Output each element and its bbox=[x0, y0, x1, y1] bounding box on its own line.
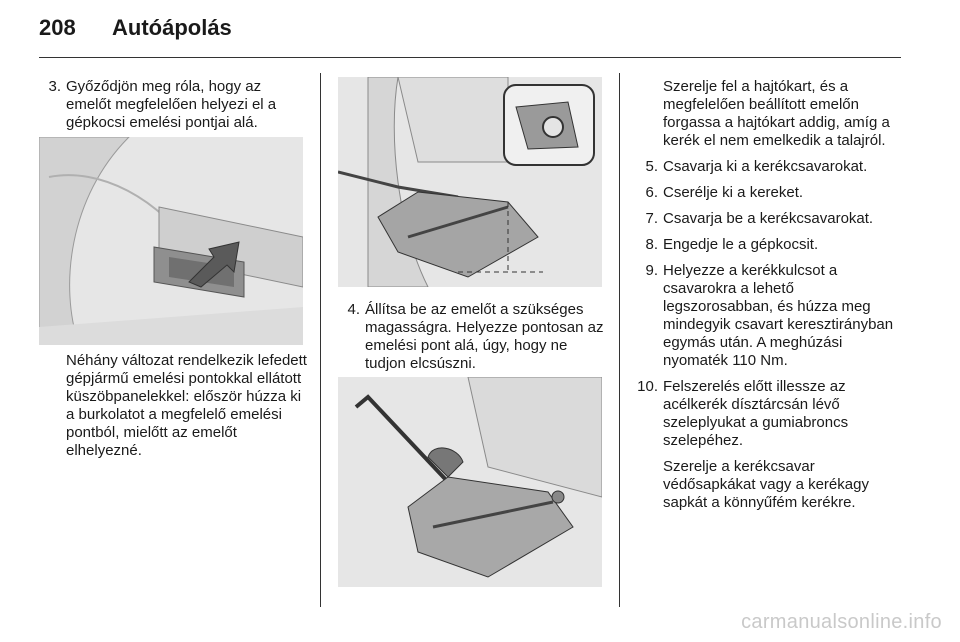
middle-column-step4 bbox=[338, 301, 606, 373]
page-header bbox=[0, 0, 960, 58]
step-number: 5. bbox=[645, 158, 658, 175]
step-5 bbox=[636, 158, 906, 176]
step-text: Csavarja ki a kerékcsavarokat. bbox=[663, 158, 868, 175]
figure-sill-lifting-point bbox=[39, 137, 303, 345]
step-text: Győződjön meg róla, hogy az emelőt megfelelően helyezi el a gépkocsi emelési pontjai alá. bbox=[66, 78, 277, 131]
step-text: Állítsa be az emelőt a szükséges magasságra. Helyezze pontosan az emelési pont alá, úgy, hogy ne tudjon elcsúszni. bbox=[365, 301, 604, 372]
page-number: 208 bbox=[39, 15, 76, 40]
step-number: 4. bbox=[347, 301, 360, 318]
column-divider-right bbox=[619, 73, 620, 607]
figure-jack-under-lifting-point bbox=[338, 77, 602, 287]
step-3 bbox=[39, 78, 305, 132]
step-text: Felszerelés előtt illessze az acélkerék dísztárcsán lévő szeleplyukat a gumiabroncs szelepéhez. bbox=[663, 378, 849, 449]
step-6 bbox=[636, 184, 906, 202]
step-number: 6. bbox=[645, 184, 658, 201]
step-10 bbox=[636, 378, 906, 450]
header-rule bbox=[39, 57, 901, 58]
step-text: Cserélje ki a kereket. bbox=[663, 184, 804, 201]
watermark: carmanualsonline.info bbox=[741, 611, 942, 633]
step-number: 7. bbox=[645, 210, 658, 227]
sill-cover-note: Néhány változat rendelkezik lefedett gépjármű emelési pontokkal ellátott küszöbpanelekkel: először húzza ki a burkolatot a megfelelő emelési pontból, mielőtt az emelőt elhelyezné. bbox=[66, 352, 307, 459]
step-text: Csavarja be a kerékcsavarokat. bbox=[663, 210, 874, 227]
left-column-note bbox=[39, 352, 309, 460]
step-text: Helyezze a kerékkulcsot a csavarokra a lehető legszorosabban, és húzza meg mindegyik csavart keresztirányban egymás után. A meghúzási nyomaték 110 Nm. bbox=[663, 262, 894, 369]
step-10-note: Szerelje a kerékcsavar védősapkákat vagy a kerékagy sapkát a könnyűfém kerékre. bbox=[663, 458, 869, 511]
step-number: 8. bbox=[645, 236, 658, 253]
right-column bbox=[636, 78, 906, 512]
step-number: 9. bbox=[645, 262, 658, 279]
step-4 bbox=[338, 301, 606, 373]
left-column-step3 bbox=[39, 78, 305, 132]
figure-jack-with-crank bbox=[338, 377, 602, 587]
step-number: 3. bbox=[48, 78, 61, 95]
step-9 bbox=[636, 262, 906, 370]
step-7 bbox=[636, 210, 906, 228]
page-title: Autóápolás bbox=[112, 15, 232, 40]
step-text: Engedje le a gépkocsit. bbox=[663, 236, 819, 253]
step-8 bbox=[636, 236, 906, 254]
column-divider-left bbox=[320, 73, 321, 607]
crank-instruction: Szerelje fel a hajtókart, és a megfelelően beállított emelőn forgassa a hajtókart addig, amíg a kerék el nem emelkedik a talajról. bbox=[663, 78, 890, 149]
step-number: 10. bbox=[637, 378, 658, 395]
